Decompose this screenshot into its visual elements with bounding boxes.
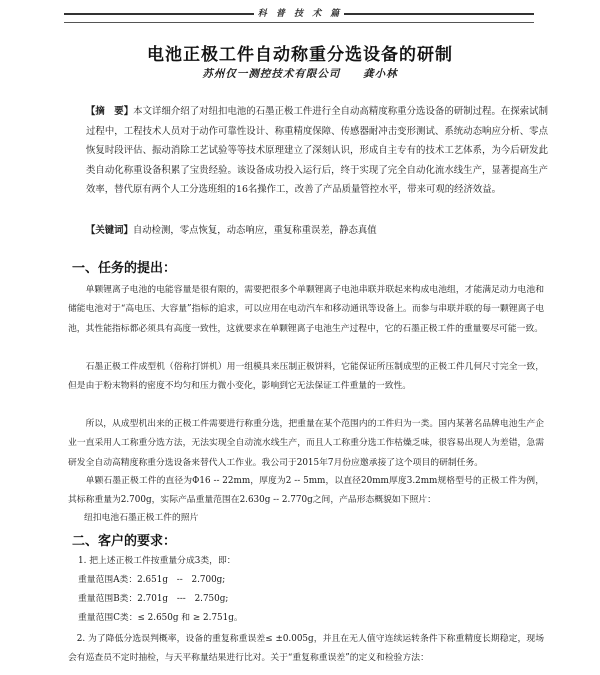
weight-class-a: 重量范围A类：2.651g -- 2.700g;: [78, 575, 226, 585]
paragraph-2: 石墨正极工件成型机（俗称打饼机）用一组模具来压制正极饼料，它能保证所压制成型的正极工件几何尺寸完全一致，但是由于粉末物料的密度不均匀和压力微小变化，影响到它无法保证工件重量的一致性。: [68, 362, 544, 392]
paragraph-3: 所以，从成型机出来的正极工件需要进行称重分选，把重量在某个范围内的工件归为一类。国内某著名品牌电池生产企业一直采用人工称重分选方法，无法实现全自动流水线生产，而且人工称重分选工作枯燥乏味，很容易出现人为差错，急需研发全自动高精度称重分选设备来替代人工作业。我公司于2015年7月份应邀承接了这个项目的研制任务。: [68, 419, 544, 468]
author-name: 龚小林: [363, 68, 398, 80]
paragraph-4: 单颗石墨正极工件的直径为Φ16 -- 22mm，厚度为2 -- 5mm，以直径20mm厚度3.2mm规格型号的正极工件为例，其标称重量为2.700g，实际产品重量范围在2.630g -- 2.770g之间，产品形态概貌如下照片：: [68, 476, 544, 506]
header-divider: [64, 22, 534, 23]
requirement-item-2: 2. 为了降低分选误判概率，设备的重复称重误差≤ ±0.005g，并且在无人值守连续运转条件下称重精度长期稳定，现场会有巡查员不定时抽检，与天平称量结果进行比对。关于“重复称重误差”的定义和检验方法：: [68, 634, 544, 664]
byline: [0, 66, 600, 81]
section-heading-2: 二、客户的要求：: [72, 534, 177, 549]
requirement-item-1: 1. 把上述正极工件按重量分成3类，即：: [78, 556, 236, 566]
requirements-list: [68, 552, 554, 628]
abstract: [86, 102, 548, 200]
column-tag: 科 普 技 术 篇: [257, 9, 343, 19]
abstract-label: 【摘 要】: [86, 106, 134, 117]
affiliation: 苏州仅一测控技术有限公司: [202, 68, 341, 80]
weight-class-b: 重量范围B类：2.701g --- 2.750g;: [78, 594, 229, 604]
abstract-text: 本文详细介绍了对纽扣电池的石墨正极工件进行全自动高精度称重分选设备的研制过程。在探索试制过程中，工程技术人员对于动作可靠性设计、称重精度保障、传感器耐冲击变形测试、系统动态响应分析、零点恢复时段评估、振动消除工艺试验等等技术原理建立了深刻认识，形成自主专有的技术工艺体系，为今后研发此类自动化称重设备积累了宝贵经验。该设备成功投入运行后，终于实现了完全自动化流水线生产，显著提高生产效率，替代原有两个人工分选班组的16名操作工，改善了产品质量管控水平，带来可观的经济效益。: [86, 106, 548, 195]
paragraph-1: 单颗锂离子电池的电能容量是很有限的，需要把很多个单颗锂离子电池串联并联起来构成电池组，才能满足动力电池和储能电池对于“高电压、大容量”指标的追求，可以应用在电动汽车和移动通讯等设备上。而参与串联并联的每一颗锂离子电池，其性能指标都必须具有高度一致性，这就要求在单颗锂离子电池生产过程中，它的石墨正极工件的重量要尽可能一致。: [68, 285, 544, 334]
article-title: 电池正极工件自动称重分选设备的研制: [147, 45, 453, 65]
photo-caption: 纽扣电池石墨正极工件的照片: [84, 513, 199, 523]
header-rule-right: [344, 13, 534, 15]
keywords-text: 自动检测，零点恢复，动态响应，重复称重误差，静态真值: [132, 225, 377, 236]
keywords-label: 【关键词】: [86, 225, 133, 236]
section-heading-1: 一、任务的提出：: [72, 261, 177, 276]
weight-class-c: 重量范围C类：≤ 2.650g 和 ≥ 2.751g。: [78, 613, 243, 623]
keywords: [86, 221, 548, 240]
